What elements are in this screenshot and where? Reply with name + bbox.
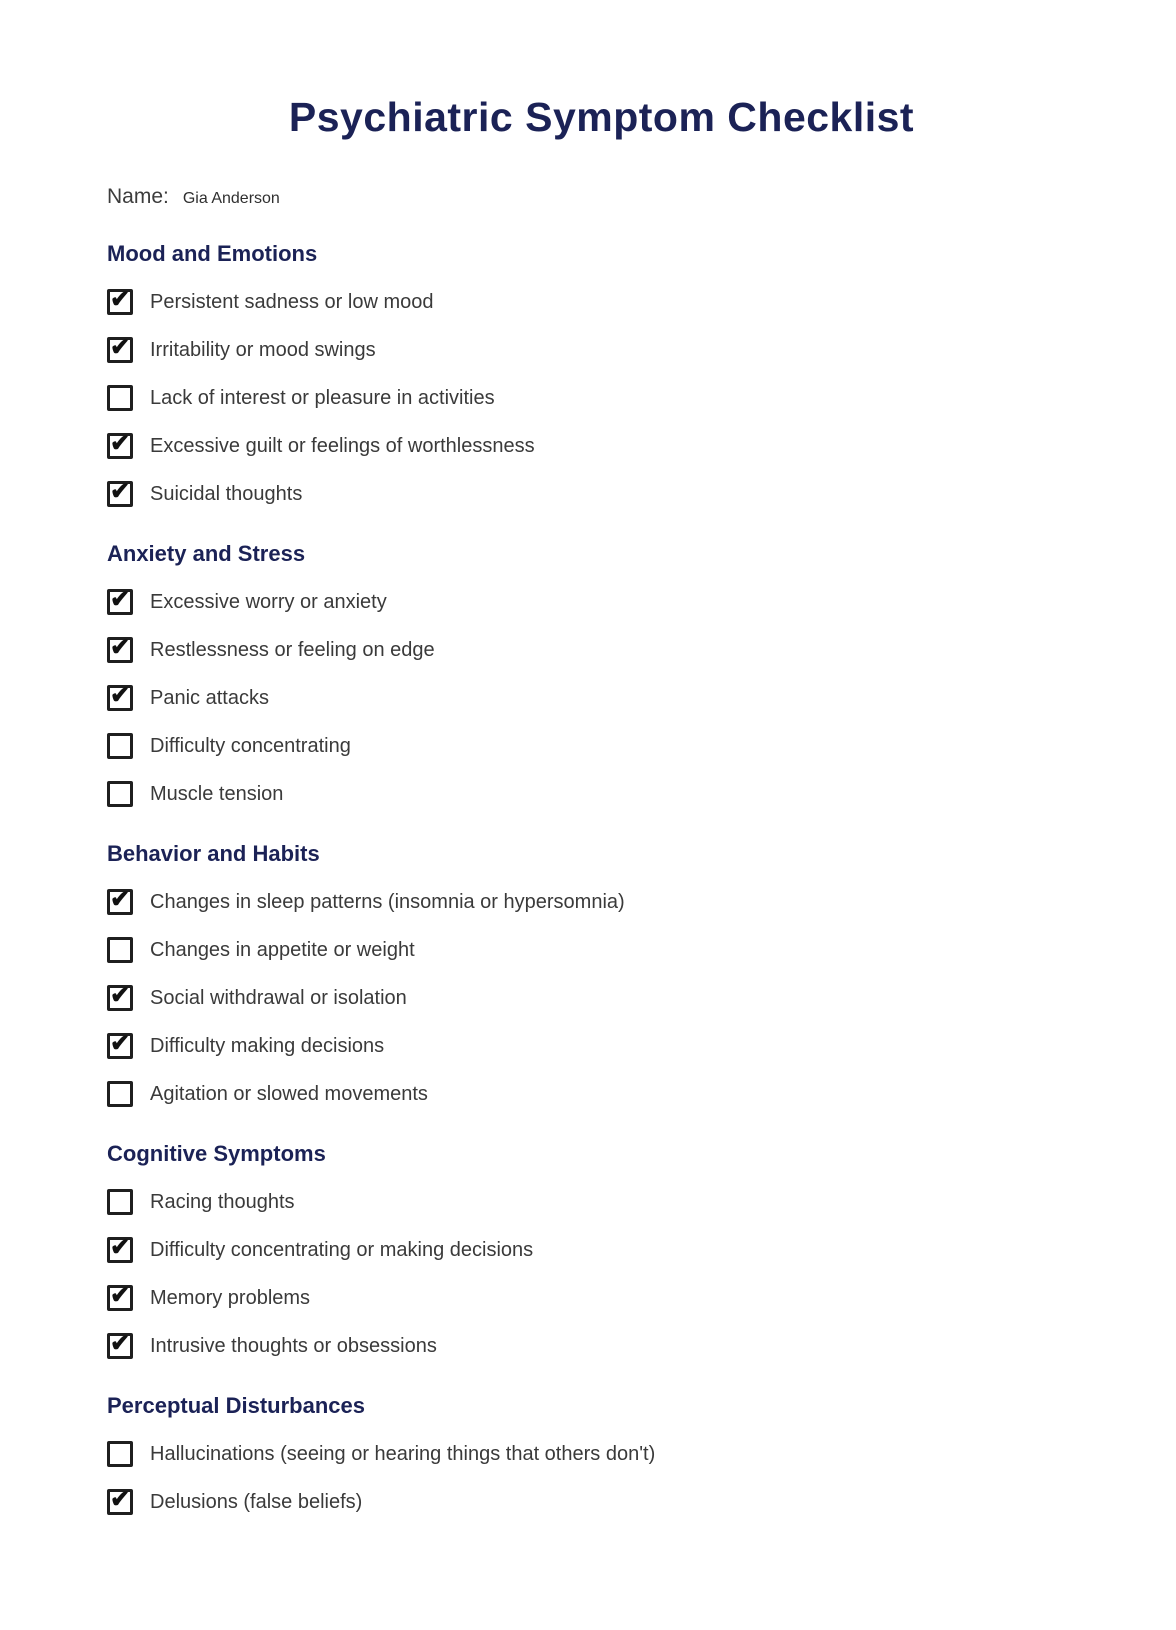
checklist-item-label: Hallucinations (seeing or hearing things that others don't)	[150, 1443, 656, 1465]
checklist-item-label: Excessive guilt or feelings of worthlessness	[150, 435, 535, 457]
checkmark-icon: ✔	[109, 1486, 131, 1513]
checklist-item[interactable]	[107, 1486, 1096, 1515]
symptom-section	[107, 841, 1096, 1107]
checklist-item-label: Muscle tension	[150, 783, 284, 805]
section-title: Mood and Emotions	[107, 241, 318, 266]
name-row	[107, 185, 1096, 209]
checkbox[interactable]	[107, 430, 133, 459]
checklist-item-label: Restlessness or feeling on edge	[150, 639, 435, 661]
checklist-item-label: Panic attacks	[150, 687, 269, 709]
checklist-item-label: Difficulty making decisions	[150, 1035, 385, 1057]
checkbox[interactable]	[107, 937, 133, 963]
checkmark-icon: ✔	[109, 682, 131, 709]
symptom-section	[107, 241, 1096, 507]
checklist-item-label: Excessive worry or anxiety	[150, 591, 387, 613]
checklist-item-label: Difficulty concentrating or making decisions	[150, 1239, 534, 1261]
checkmark-icon: ✔	[109, 1330, 131, 1357]
checkmark-icon: ✔	[109, 1282, 131, 1309]
checkmark-icon: ✔	[109, 478, 131, 505]
checklist-item[interactable]	[107, 478, 1096, 507]
checklist-item-label: Irritability or mood swings	[150, 339, 376, 361]
checkbox[interactable]	[107, 286, 133, 315]
checklist-item[interactable]	[107, 682, 1096, 711]
checkmark-icon: ✔	[109, 430, 131, 457]
checklist-item[interactable]	[107, 1441, 1096, 1467]
checklist-item[interactable]	[107, 1234, 1096, 1263]
checkbox[interactable]	[107, 1189, 133, 1215]
name-label: Name:	[107, 185, 169, 208]
checklist-item-label: Delusions (false beliefs)	[150, 1491, 363, 1513]
checkbox[interactable]	[107, 1234, 133, 1263]
section-title: Cognitive Symptoms	[107, 1141, 326, 1166]
checkbox[interactable]	[107, 682, 133, 711]
checkbox[interactable]	[107, 886, 133, 915]
section-title: Perceptual Disturbances	[107, 1393, 365, 1418]
checklist-item[interactable]	[107, 1282, 1096, 1311]
symptom-section	[107, 541, 1096, 807]
checklist-item[interactable]	[107, 1081, 1096, 1107]
checklist-item[interactable]	[107, 781, 1096, 807]
checkbox[interactable]	[107, 1030, 133, 1059]
checkbox[interactable]	[107, 634, 133, 663]
checkbox[interactable]	[107, 1486, 133, 1515]
checklist-item[interactable]	[107, 1030, 1096, 1059]
checklist-item-label: Suicidal thoughts	[150, 483, 303, 505]
checklist-item-label: Agitation or slowed movements	[150, 1083, 428, 1105]
section-title: Anxiety and Stress	[107, 541, 306, 566]
checkbox[interactable]	[107, 334, 133, 363]
section-title: Behavior and Habits	[107, 841, 320, 866]
checkbox[interactable]	[107, 1282, 133, 1311]
checkmark-icon: ✔	[109, 586, 131, 613]
checkmark-icon: ✔	[109, 982, 131, 1009]
checkbox[interactable]	[107, 733, 133, 759]
checklist-item[interactable]	[107, 385, 1096, 411]
checkmark-icon: ✔	[109, 334, 131, 361]
symptom-section	[107, 1393, 1096, 1515]
checkmark-icon: ✔	[109, 886, 131, 913]
name-field[interactable]: Gia Anderson	[182, 190, 280, 207]
checkbox[interactable]	[107, 478, 133, 507]
checkbox[interactable]	[107, 1330, 133, 1359]
checkbox[interactable]	[107, 1081, 133, 1107]
checklist-item-label: Racing thoughts	[150, 1191, 295, 1213]
checklist-item[interactable]	[107, 733, 1096, 759]
checklist-item-label: Lack of interest or pleasure in activities	[150, 387, 495, 409]
page-title: Psychiatric Symptom Checklist	[288, 94, 915, 140]
checklist-item[interactable]	[107, 982, 1096, 1011]
checkbox[interactable]	[107, 1441, 133, 1467]
checklist-item[interactable]	[107, 937, 1096, 963]
checklist-item-label: Changes in appetite or weight	[150, 939, 415, 961]
checkbox[interactable]	[107, 781, 133, 807]
checklist-item[interactable]	[107, 634, 1096, 663]
checklist-item[interactable]	[107, 886, 1096, 915]
symptom-section	[107, 1141, 1096, 1359]
checklist-item[interactable]	[107, 586, 1096, 615]
checklist-item-label: Intrusive thoughts or obsessions	[150, 1335, 437, 1357]
checklist-item-label: Memory problems	[150, 1287, 311, 1309]
checkbox[interactable]	[107, 982, 133, 1011]
checklist-item-label: Social withdrawal or isolation	[150, 987, 407, 1009]
checklist-item[interactable]	[107, 1189, 1096, 1215]
checkmark-icon: ✔	[109, 634, 131, 661]
sections	[107, 241, 1096, 1515]
checkbox[interactable]	[107, 385, 133, 411]
checkbox[interactable]	[107, 586, 133, 615]
checkmark-icon: ✔	[109, 1234, 131, 1261]
checklist-item[interactable]	[107, 1330, 1096, 1359]
checkmark-icon: ✔	[109, 1030, 131, 1057]
checklist-item-label: Difficulty concentrating	[150, 735, 351, 757]
checklist-item-label: Persistent sadness or low mood	[150, 291, 434, 313]
checklist-item-label: Changes in sleep patterns (insomnia or hypersomnia)	[150, 891, 625, 913]
checklist-item[interactable]	[107, 430, 1096, 459]
checkmark-icon: ✔	[109, 286, 131, 313]
checklist-item[interactable]	[107, 286, 1096, 315]
checklist-item[interactable]	[107, 334, 1096, 363]
